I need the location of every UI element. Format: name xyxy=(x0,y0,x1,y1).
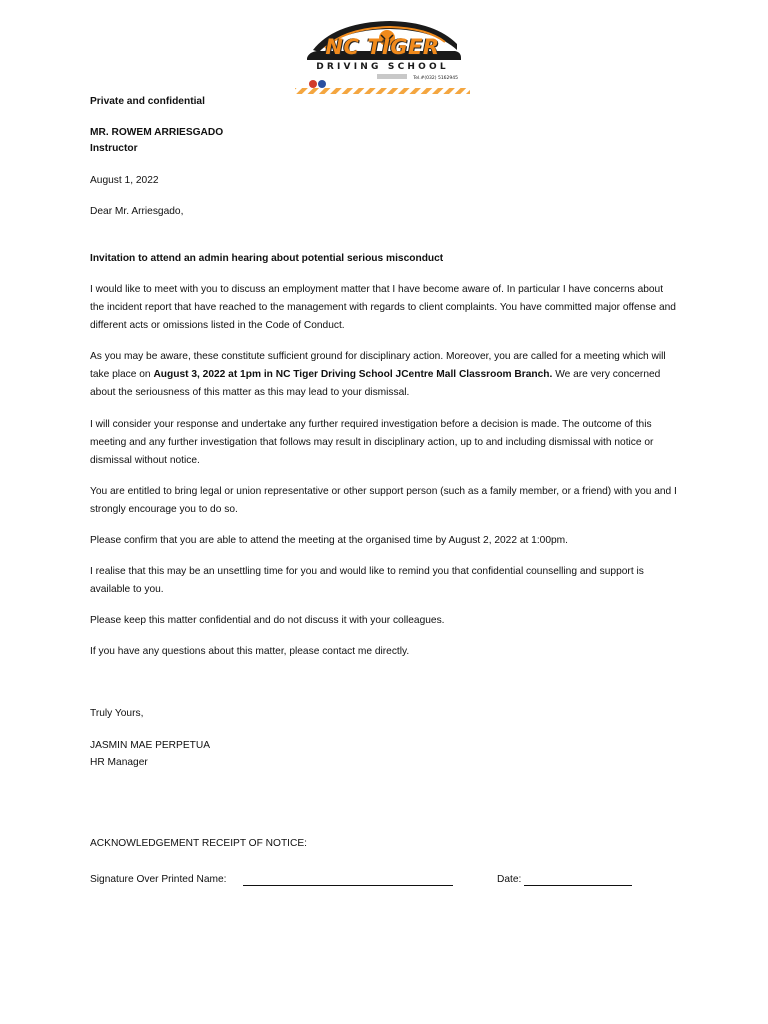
closing: Truly Yours, xyxy=(90,708,144,719)
recipient-title: Instructor xyxy=(90,143,138,154)
acknowledgement-heading: ACKNOWLEDGEMENT RECEIPT OF NOTICE: xyxy=(90,838,307,849)
recipient-name: MR. ROWEM ARRIESGADO xyxy=(90,127,224,138)
salutation: Dear Mr. Arriesgado, xyxy=(90,206,184,217)
logo-telephone: Tel.#(032) 5162945 xyxy=(413,76,458,81)
sender-title: HR Manager xyxy=(90,757,148,768)
paragraph-5: Please confirm that you are able to attend the meeting at the organised time by August 2, 2022 at 1:00pm. xyxy=(90,535,568,546)
signature-line xyxy=(243,885,453,886)
paragraph-6: I realise that this may be an unsettling time for you and would like to remind you that confidential counselling and support is available to you. xyxy=(90,566,644,595)
paragraph-7: Please keep this matter confidential and do not discuss it with your colleagues. xyxy=(90,615,445,626)
company-logo xyxy=(295,16,470,94)
letter-subject: Invitation to attend an admin hearing about potential serious misconduct xyxy=(90,253,444,264)
date-line xyxy=(524,885,632,886)
letter-date: August 1, 2022 xyxy=(90,175,159,186)
meeting-details: August 3, 2022 at 1pm in NC Tiger Driving School JCentre Mall Classroom Branch. xyxy=(153,369,553,380)
date-label: Date: xyxy=(497,874,522,885)
paragraph-2-text-end: We are very concerned about the seriousness of this matter as this may lead to your dismissal. xyxy=(90,369,661,398)
signature-label: Signature Over Printed Name: xyxy=(90,874,227,885)
paragraph-1: I would like to meet with you to discuss an employment matter that I have become aware of. In particular I have concerns about the incident report that have reached to the management with regards to client complaints. You have committed major offense and different acts or omissions listed in the Code of Conduct. xyxy=(90,284,676,331)
logo-title: NC TIGER xyxy=(325,35,440,59)
paragraph-2-text: As you may be aware, these constitute sufficient ground for disciplinary action. Moreover, you are called for a meeting which will take place on xyxy=(90,351,666,380)
paragraph-3: I will consider your response and undertake any further required investigation before a decision is made. The outcome of this meeting and any further investigation that follows may result in disciplinary action, up to and including dismissal with notice or dismissal without notice. xyxy=(90,419,654,466)
confidential-label: Private and confidential xyxy=(90,96,205,107)
signature-row xyxy=(90,871,690,889)
paragraph-4: You are entitled to bring legal or union representative or other support person (such as a family member, or a friend) with you and I strongly encourage you to do so. xyxy=(90,486,677,515)
sender-name: JASMIN MAE PERPETUA xyxy=(90,740,211,751)
logo-subtitle: DRIVING SCHOOL xyxy=(316,62,449,72)
paragraph-2 xyxy=(90,348,680,402)
paragraph-8: If you have any questions about this matter, please contact me directly. xyxy=(90,646,410,657)
